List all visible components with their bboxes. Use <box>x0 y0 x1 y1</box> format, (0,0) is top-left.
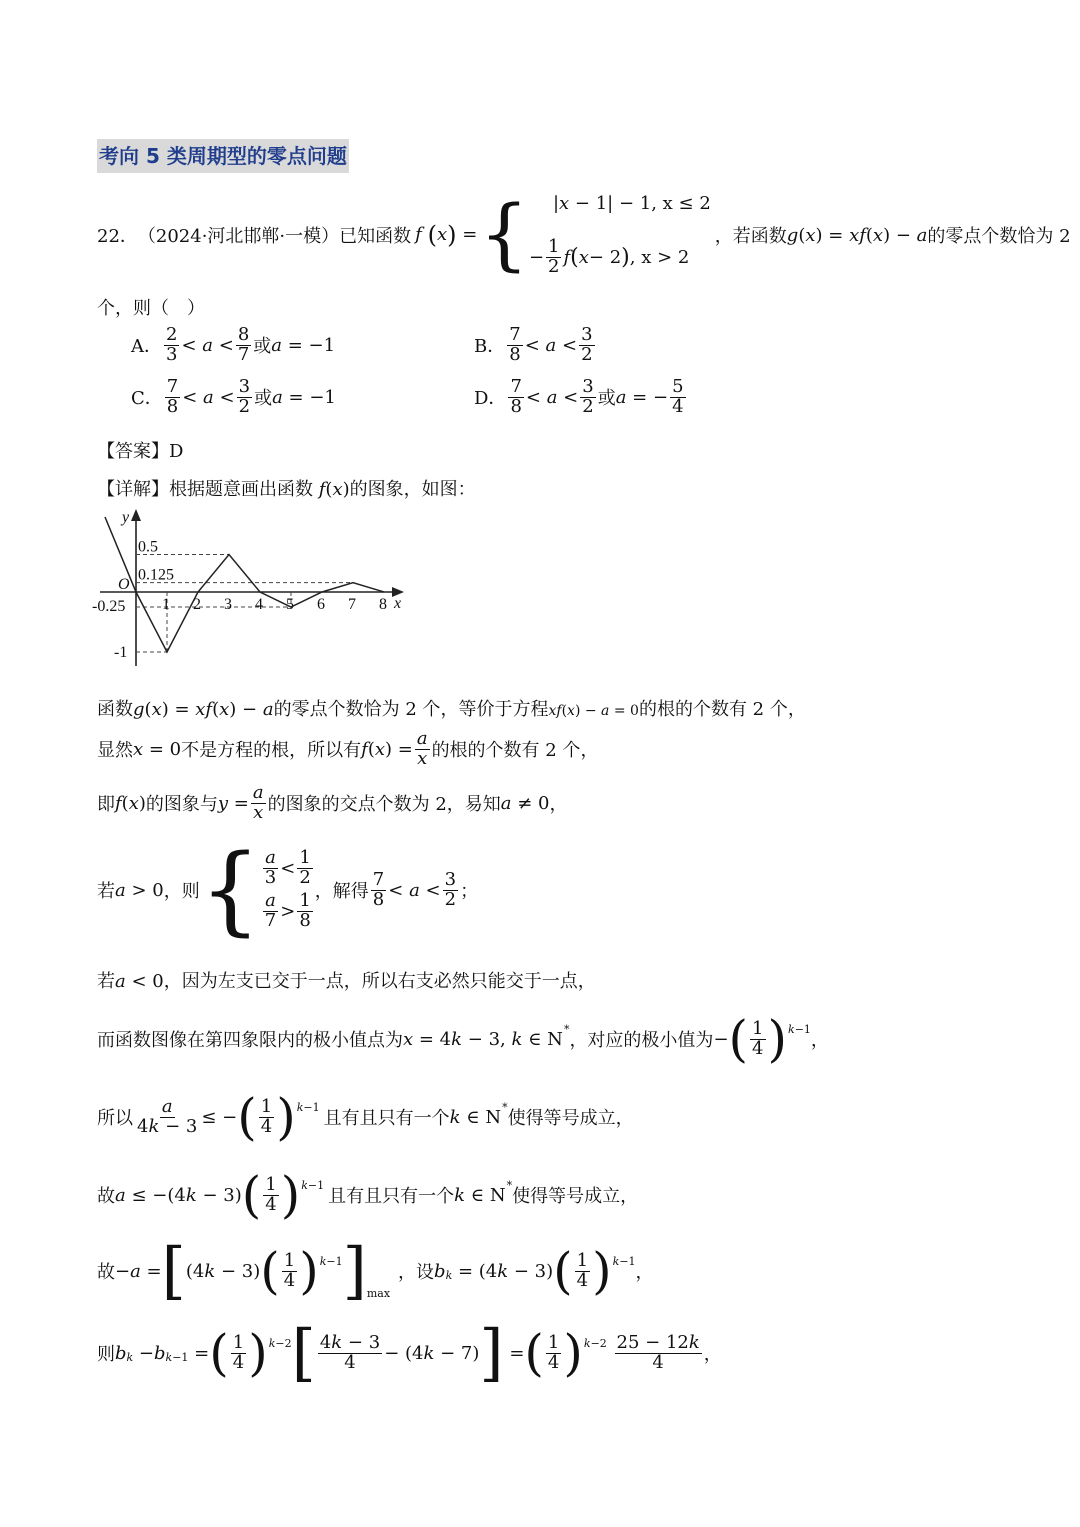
x-axis-label: x <box>394 595 402 612</box>
detail-line-5: 若a < 0，因为左支已交于一点，所以右支必然只能交于一点， <box>97 971 596 992</box>
x-tick-5: 5 <box>286 596 294 613</box>
origin-label: O <box>118 576 130 593</box>
detail-line-7: 所以 $\frac{a}{4k - 3}$ ≤ − ( $\frac{1}{4}$ ) k−1 且有且只有一个 k ∈ N * 使得等号成立， <box>97 1088 634 1146</box>
answer-label: 【答案】 <box>97 441 169 462</box>
x-tick-4: 4 <box>255 596 263 613</box>
choice-d-label: D． <box>474 388 507 410</box>
y-axis-label: y <box>122 509 130 526</box>
choice-b[interactable]: B． $\frac{7}{8}$ < a < $\frac{3}{2}$ <box>474 324 593 365</box>
choice-c-or: 或 <box>254 388 273 410</box>
piece2-condition: , x > 2 <box>629 247 690 269</box>
choice-a[interactable]: A． $\frac{2}{3}$ < a < $\frac{8}{7}$ 或 a = −1 <box>131 324 336 365</box>
answer <box>97 437 183 463</box>
question-line-2: 个，则（ ） <box>97 298 205 319</box>
choice-a-label: A． <box>131 336 162 358</box>
detail-line-1: 函数g(x) = xf(x) − a的零点个数恰为 2 个，等价于方程xf(x) − a = 0的根的个数有 2 个， <box>97 699 806 720</box>
question-tail: 的零点个数恰为 2 <box>927 226 1071 247</box>
y-tick-0.125: 0.125 <box>138 566 174 584</box>
question-number: 22． <box>97 226 138 247</box>
detail-line-6: 而函数图像在第四象限内的极小值点为 x = 4 k − 3, k ∈ N * ，对应的极小值为 − ( $\frac{1}{4}$ ) k−1 ， <box>97 1010 829 1068</box>
x-tick-3: 3 <box>224 596 232 613</box>
choice-c-label: C． <box>131 388 163 410</box>
x-tick-1: 1 <box>162 596 170 613</box>
detail-intro: 【详解】根据题意画出函数 f(x)的图象，如图： <box>97 479 476 500</box>
x-tick-7: 7 <box>348 596 356 613</box>
piece1-condition: , x ≤ 2 <box>651 193 711 214</box>
y-axis-arrow <box>131 509 141 521</box>
detail-line-4: 若 a > 0 ，则 { $\frac{a}{3}$ < $\frac{1}{2}$ $\frac{a}{7}$ > $\frac{1}{8}$ ，解得 $\frac{7}{8}$ < a < $\frac{3}{2}$ ； <box>97 834 479 946</box>
detail-line-9: 故 − a = [ (4 k − 3) ( $\frac{1}{4}$ ) k−1 ] max ，设 b k = (4 k − 3) ( $\frac{1}{4}$ ) k−1 ， <box>97 1234 654 1307</box>
x-tick-6: 6 <box>317 596 325 613</box>
section-title: 考向 5 类周期型的零点问题 <box>97 139 349 173</box>
series-line-0 <box>105 517 384 652</box>
detail-line-2: 显然 x = 0 不是方程的根，所以有 f ( x ) = $\frac{a}{x}$ 的根的个数有 2 个， <box>97 728 599 769</box>
choice-b-label: B． <box>474 336 506 358</box>
detail-line-10: 则 b k − b k−1 = ( $\frac{1}{4}$ ) k−2 [ $\frac{4k - 3}{4}$ − (4 k − 7) ] = ( $\frac{1}{4}$ ) k−2 $\frac{25 - 12k}{4}$ ， <box>97 1316 722 1389</box>
function-graph <box>92 506 412 676</box>
choice-a-or: 或 <box>253 336 272 358</box>
x-tick-2: 2 <box>193 596 201 613</box>
detail-line-3: 即 f ( x ) 的图象与 y = $\frac{a}{x}$ 的图象的交点个数为 2，易知 a ≠ 0 ， <box>97 782 568 823</box>
question-mid: ，若函数 <box>714 226 787 247</box>
detail-line-8: 故 a ≤ −(4 k − 3) ( $\frac{1}{4}$ ) k−1 且有且只有一个 k ∈ N * 使得等号成立， <box>97 1166 639 1224</box>
y-tick--1: -1 <box>114 644 128 661</box>
y-tick--0.25: -0.25 <box>92 598 126 615</box>
answer-value: D <box>169 441 184 462</box>
x-tick-8: 8 <box>379 596 387 613</box>
choice-d[interactable]: D． $\frac{7}{8}$ < a < $\frac{3}{2}$ 或 a = − $\frac{5}{4}$ <box>474 376 684 417</box>
choice-d-or: 或 <box>597 388 616 410</box>
y-tick-0.5: 0.5 <box>138 538 158 556</box>
piecewise-cases: |x − 1| − 1 , x ≤ 2 − $\frac{1}{2}$ f ( x − 2 ) , x > 2 <box>528 193 711 278</box>
detail-label: 【详解】 <box>97 479 169 500</box>
question-line-1: 22． （2024·河北邯郸·一模）已知函数 f (x) = { |x − 1| − 1 , x ≤ 2 − $\frac{1}{2}$ f ( x − 2 ) , x > 2 ，若函数 g(x) = xf(x) − a 的零点个数恰为 2 <box>97 190 1071 280</box>
choice-c[interactable]: C． $\frac{7}{8}$ < a < $\frac{3}{2}$ 或 a = −1 <box>131 376 336 417</box>
question-source: （2024·河北邯郸·一模）已知函数 <box>137 226 412 247</box>
